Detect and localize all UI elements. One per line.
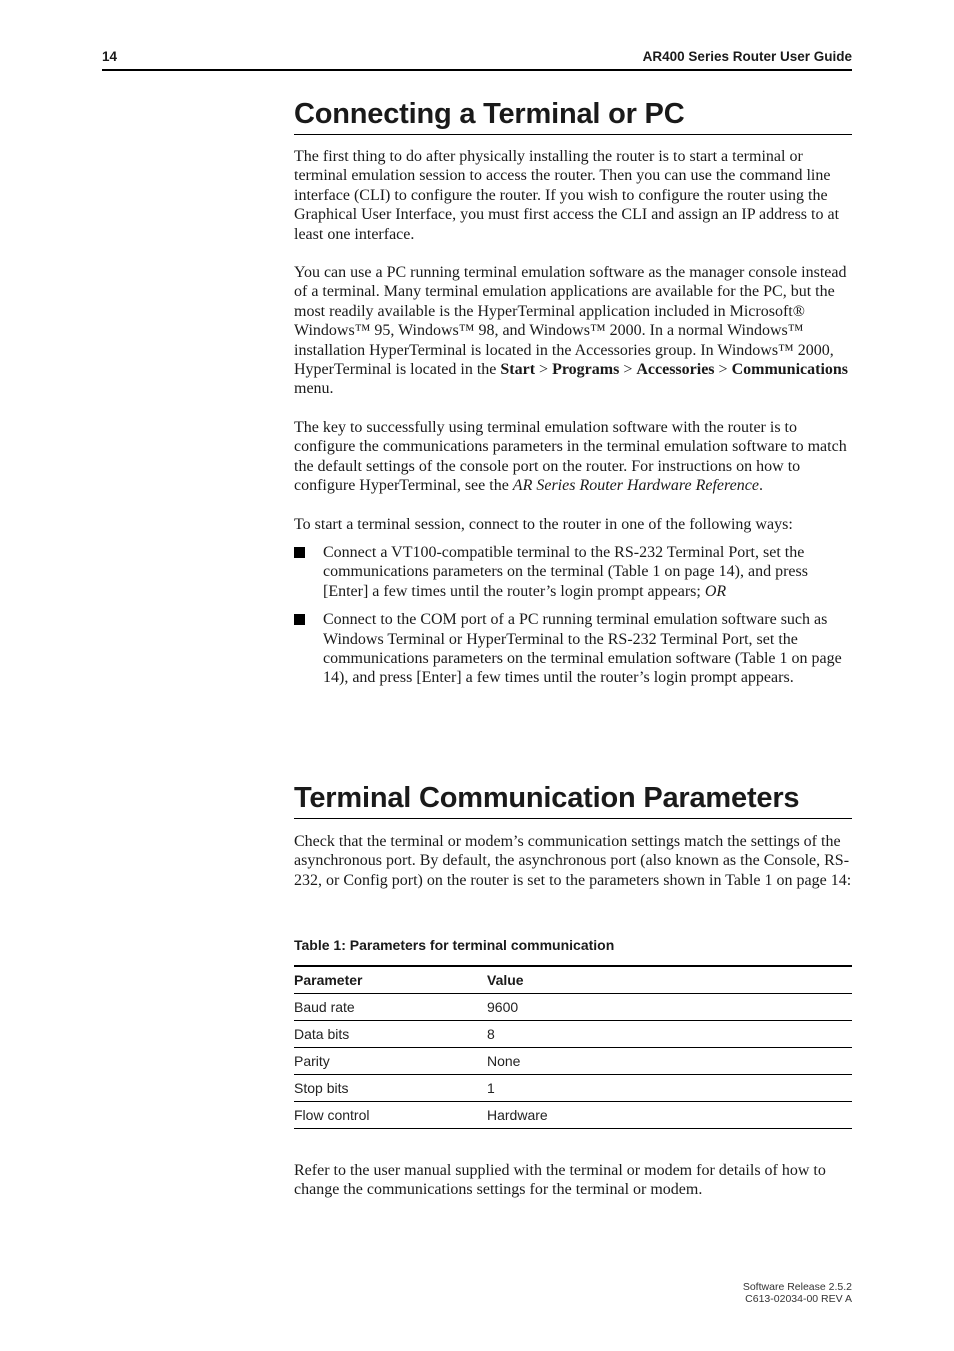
connection-options-list bbox=[294, 543, 852, 688]
hardware-reference-title: AR Series Router Hardware Reference bbox=[512, 477, 759, 495]
paragraph-intro: The first thing to do after physically installing the router is to start a terminal or terminal emulation session to access the router. Then you can use the command line interface (CLI) to configure the router. If you wish to configure the router using the Graphical User Interface, you must first access the CLI and assign an IP address to at least one interface. bbox=[294, 148, 840, 243]
table-cell: 9600 bbox=[487, 999, 519, 1015]
paragraph-start-session: To start a terminal session, connect to the router in one of the following ways: bbox=[294, 515, 793, 533]
table-cell: Data bits bbox=[294, 1026, 350, 1042]
table-row bbox=[294, 1102, 852, 1129]
table-cell: Hardware bbox=[487, 1107, 548, 1123]
table-cell: Flow control bbox=[294, 1107, 370, 1123]
table-cell: Baud rate bbox=[294, 999, 355, 1015]
table-header-row bbox=[294, 966, 852, 994]
table-row bbox=[294, 1021, 852, 1048]
document-revision: C613-02034-00 REV A bbox=[745, 1293, 852, 1305]
paragraph-terminal-emulation-text: You can use a PC running terminal emulation software as the manager console instead of a terminal. Many terminal emulation applications are available for the PC, but the most readily available is the HyperTerminal application included in Microsoft® Windows™ 95, Windows™ 98, and Windows™ 2000. In a normal Windows™ installation HyperTerminal is located in the Accessories group. In Windows™ 2000, HyperTerminal is located in the bbox=[294, 264, 847, 379]
page-footer bbox=[743, 1281, 852, 1305]
parameters-table bbox=[294, 965, 852, 1129]
menu-accessories: Accessories bbox=[636, 361, 715, 379]
table-cell: Parity bbox=[294, 1053, 330, 1069]
menu-start: Start bbox=[500, 361, 536, 379]
section2-body bbox=[294, 832, 852, 890]
document-title: AR400 Series Router User Guide bbox=[642, 49, 852, 64]
column-header-parameter: Parameter bbox=[294, 972, 363, 988]
table-row bbox=[294, 1048, 852, 1075]
table-cell: Stop bits bbox=[294, 1080, 349, 1096]
section2-closing bbox=[294, 1161, 852, 1200]
parameters-table-wrapper bbox=[294, 965, 852, 1129]
column-header-value: Value bbox=[487, 972, 524, 988]
section-connecting-terminal bbox=[294, 96, 852, 135]
table-caption: Table 1: Parameters for terminal communication bbox=[294, 937, 615, 953]
menu-programs: Programs bbox=[552, 361, 620, 379]
section-terminal-parameters bbox=[294, 780, 852, 819]
table-cell: 1 bbox=[487, 1080, 495, 1096]
list-item: Connect to the COM port of a PC running terminal emulation software such as Windows Terminal or HyperTerminal to the RS-232 Terminal Port, set the communications parameters on the terminal emulation software (Table 1 on page 14), and press [Enter] a few times until the router’s login prompt appears. bbox=[294, 610, 852, 688]
paragraph-refer-manual: Refer to the user manual supplied with the terminal or modem for details of how to change the communications settings for the terminal or modem. bbox=[294, 1162, 826, 1199]
table-cell: None bbox=[487, 1053, 521, 1069]
bullet-square-icon bbox=[294, 547, 305, 558]
page-number: 14 bbox=[102, 49, 118, 64]
table-row bbox=[294, 1075, 852, 1102]
software-release: Software Release 2.5.2 bbox=[742, 1281, 852, 1293]
paragraph-configure: The key to successfully using terminal emulation software with the router is to configure the communications parameters in the terminal emulation software to match the default settings of the console port on the router. For instructions on how to configure HyperTerminal, see the AR Series Router Hardware Reference. bbox=[294, 418, 847, 495]
section-heading-terminal-parameters: Terminal Communication Parameters bbox=[294, 780, 852, 819]
running-header bbox=[102, 47, 852, 71]
paragraph-check-settings: Check that the terminal or modem’s communication settings match the settings of the asynchronous port. By default, the asynchronous port (also known as the Console, RS-232, or Config port) on the router is set to the parameters shown in Table 1 on page 14: bbox=[294, 833, 852, 889]
list-item: Connect a VT100-compatible terminal to the RS-232 Terminal Port, set the communications parameters on the terminal (Table 1 on page 14), and press [Enter] a few times until the router’s login prompt appears; OR bbox=[294, 543, 852, 601]
paragraph-terminal-emulation: You can use a PC running terminal emulation software as the manager console instead of a terminal. Many terminal emulation applications are available for the PC, but the most readily available is the HyperTerminal application included in Microsoft® Windows™ 95, Windows™ 98, and Windows™ 2000. In a normal Windows™ installation HyperTerminal is located in the Accessories group. In Windows™ 2000, HyperTerminal is located in the Start > Programs > Accessories > Communications menu. bbox=[294, 264, 849, 398]
section1-body bbox=[294, 147, 852, 697]
section-heading-connecting-terminal: Connecting a Terminal or PC bbox=[294, 96, 852, 135]
table-cell: 8 bbox=[487, 1026, 495, 1042]
table-row bbox=[294, 994, 852, 1021]
bullet-square-icon bbox=[294, 614, 305, 625]
menu-communications: Communications bbox=[731, 361, 849, 379]
